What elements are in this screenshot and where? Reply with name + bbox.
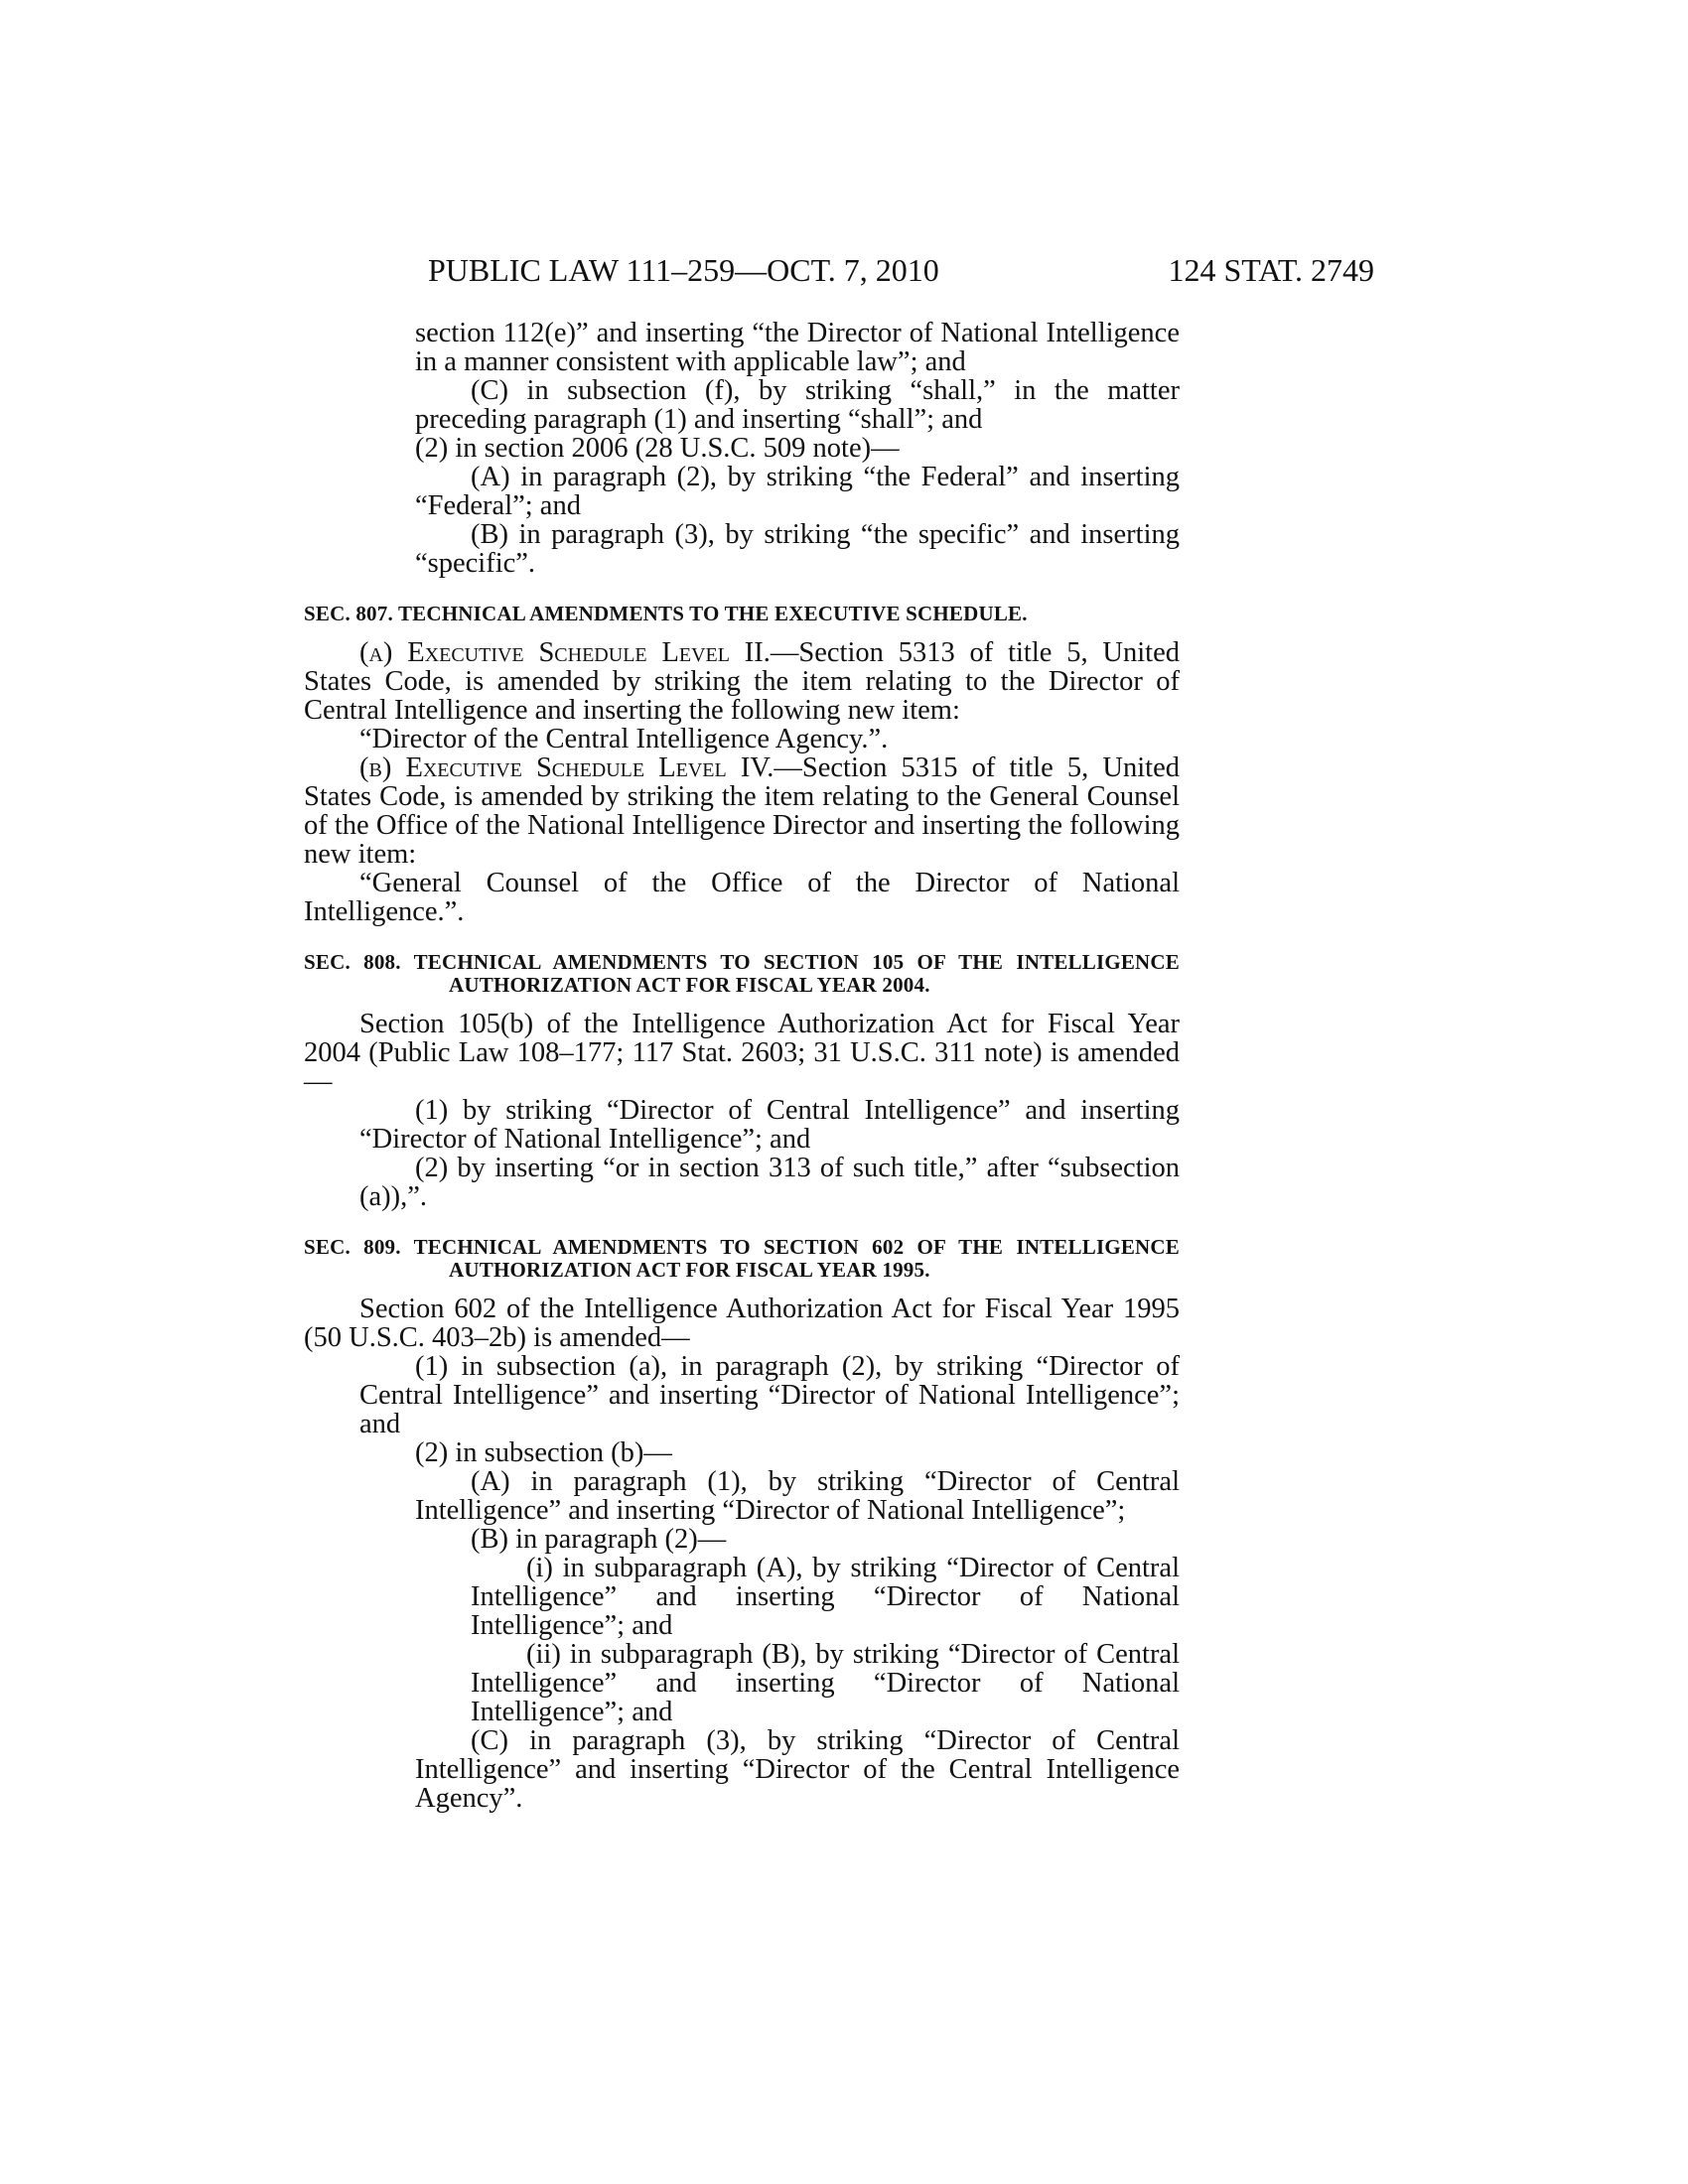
statute-page-number: 124 STAT. 2749 [1168,252,1374,288]
subsection-a [304,638,1180,725]
subparagraph-c: (C) in subsection (f), by striking “shall,” in the matter preceding paragraph (1) and inserting “shall”; and [415,375,1180,435]
section-809-clause-ii: (ii) in subparagraph (B), by striking “Director of Central Intelligence” and inserting “Director of National Intelligence”; and [471,1639,1180,1727]
new-item-b: “General Counsel of the Office of the Director of National Intelligence.”. [304,868,1180,927]
subsection-b-heading: (b) Executive Schedule Level IV. [359,752,774,783]
subsection-a-heading: (a) Executive Schedule Level II. [359,637,771,668]
section-809-subparagraph-c: (C) in paragraph (3), by striking “Director of Central Intelligence” and inserting “Director of the Central Intelligence Agency”. [415,1725,1180,1814]
section-809-clause-i: (i) in subparagraph (A), by striking “Director of Central Intelligence” and inserting “Director of National Intelligence”; and [471,1553,1180,1641]
new-item-a: “Director of the Central Intelligence Agency.”. [359,724,889,754]
continued-paragraph: section 112(e)” and inserting “the Director of National Intelligence in a manner consistent with applicable law”; and [415,318,1180,377]
section-807-heading: SEC. 807. TECHNICAL AMENDMENTS TO THE EXECUTIVE SCHEDULE. [304,602,1028,625]
law-citation: PUBLIC LAW 111–259—OCT. 7, 2010 [428,252,939,288]
section-809-intro: Section 602 of the Intelligence Authorization Act for Fiscal Year 1995 (50 U.S.C. 403–2b) is amended— [304,1294,1180,1353]
section-809-subparagraph-a: (A) in paragraph (1), by striking “Director of Central Intelligence” and inserting “Director of National Intelligence”; [415,1466,1180,1526]
section-809-subparagraph-b: (B) in paragraph (2)— [471,1524,727,1555]
section-808-intro: Section 105(b) of the Intelligence Authorization Act for Fiscal Year 2004 (Public Law 108–177; 117 Stat. 2603; 31 U.S.C. 311 note) is amended— [304,1009,1180,1097]
section-809-paragraph-2: (2) in subsection (b)— [415,1437,672,1468]
subparagraph-b: (B) in paragraph (3), by striking “the specific” and inserting “specific”. [415,519,1180,579]
subsection-b [304,753,1180,869]
paragraph-2: (2) in section 2006 (28 U.S.C. 509 note)— [415,433,900,464]
document-body [304,319,1180,1813]
subsection-a-text: —Section 5313 of title 5, United States Code, is amended by striking the item relating to the Director of Central Intelligence and inserting the following new item: [304,637,1180,726]
subsection-b-text: —Section 5315 of title 5, United States Code, is amended by striking the item relating to the General Counsel of the Office of the National Intelligence Director and inserting the following new item: [304,752,1180,870]
section-808-paragraph-1: (1) by striking “Director of Central Intelligence” and inserting “Director of National Intelligence”; and [359,1095,1180,1155]
section-809-paragraph-1: (1) in subsection (a), in paragraph (2), by striking “Director of Central Intelligence” and inserting “Director of National Intelligence”; and [359,1351,1180,1439]
section-809-heading: SEC. 809. TECHNICAL AMENDMENTS TO SECTION 602 OF THE INTELLIGENCE AUTHORIZATION ACT FOR FISCAL YEAR 1995. [304,1235,1180,1282]
section-808-heading: SEC. 808. TECHNICAL AMENDMENTS TO SECTION 105 OF THE INTELLIGENCE AUTHORIZATION ACT FOR FISCAL YEAR 2004. [304,950,1180,997]
running-head [428,250,1374,290]
section-808-paragraph-2: (2) by inserting “or in section 313 of such title,” after “subsection (a)),”. [359,1153,1180,1212]
subparagraph-a: (A) in paragraph (2), by striking “the Federal” and inserting “Federal”; and [415,462,1180,521]
